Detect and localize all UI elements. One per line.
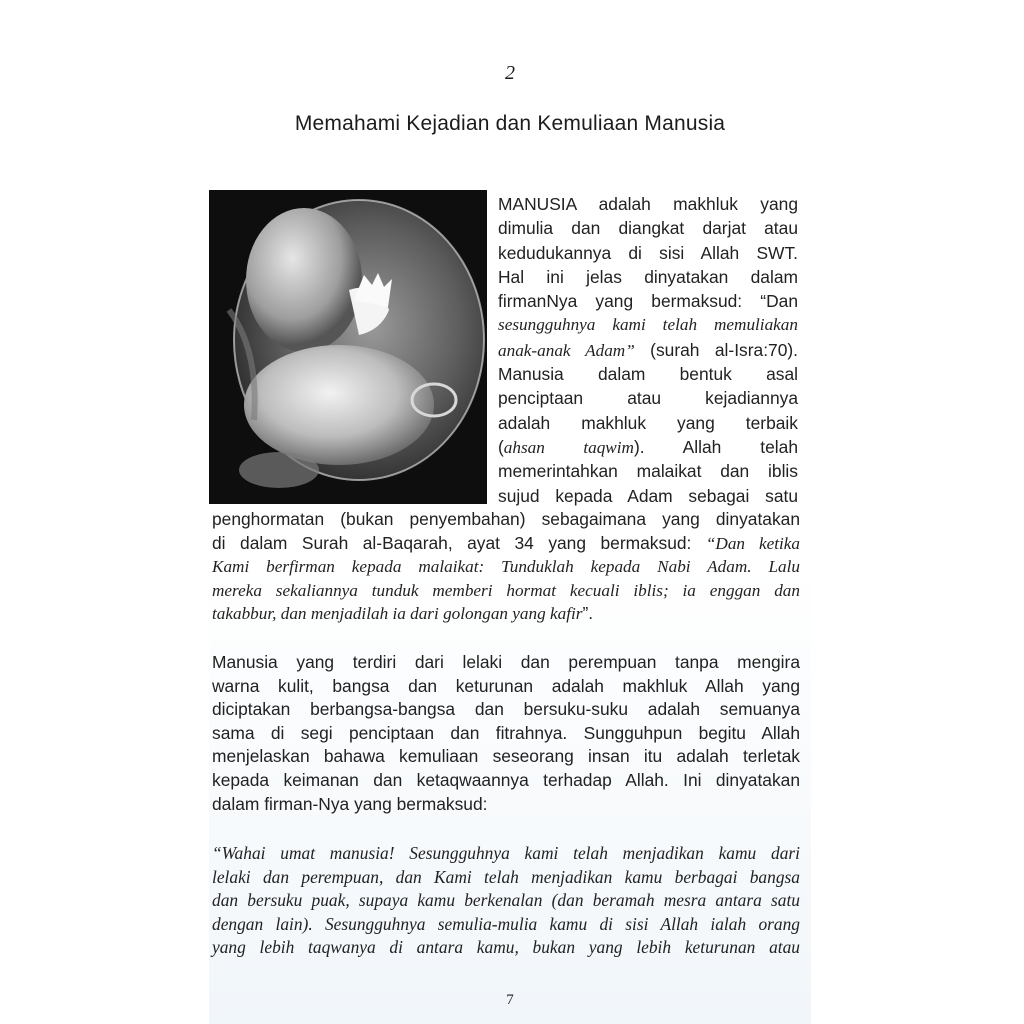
text-line: penghormatan (bukan penyembahan) sebagaimana yang dinyatakan xyxy=(212,509,800,529)
text-line: warna kulit, bangsa dan keturunan adalah makhluk Allah yang xyxy=(212,675,800,696)
paragraph-2 xyxy=(212,651,800,816)
text-line: dengan lain). Sesungguhnya semulia-mulia kamu di sisi Allah ialah orang xyxy=(212,913,800,934)
text-line: kepada keimanan dan ketaqwaannya terhadap Allah. Ini dinyatakan xyxy=(212,769,800,790)
text-line: dan bersuku puak, supaya kamu berkenalan (dan beramah mesra antara satu xyxy=(212,890,800,911)
text-line xyxy=(498,338,798,362)
text-line xyxy=(212,532,800,556)
italic-text: anak-anak Adam” xyxy=(498,340,635,360)
text-line: firmanNya yang bermaksud: “Dan xyxy=(498,291,798,312)
text-line: sama di segi penciptaan dan fitrahnya. Sungguhpun begitu Allah xyxy=(212,722,800,743)
text-line: kedudukannya di sisi Allah SWT. xyxy=(498,242,798,263)
text-segment: di dalam Surah al-Baqarah, ayat 34 yang bermaksud: xyxy=(212,532,706,553)
text-line: dalam firman-Nya yang bermaksud: xyxy=(212,793,488,814)
text-line: penciptaan atau kejadiannya xyxy=(498,388,798,409)
text-segment: ). Allah telah xyxy=(633,436,798,457)
text-line: diciptakan berbangsa-bangsa dan bersuku-suku adalah semuanya xyxy=(212,699,800,720)
page-number: 7 xyxy=(506,992,514,1008)
text-line: sujud kepada Adam sebagai satu xyxy=(498,485,798,506)
wrap-text-block xyxy=(498,192,798,508)
chapter-number: 2 xyxy=(505,62,515,84)
paragraph-1 xyxy=(212,508,800,626)
text-line: menjelaskan bahawa kemuliaan seseorang insan itu adalah terletak xyxy=(212,746,800,767)
text-line xyxy=(212,602,800,626)
italic-text: ahsan taqwim xyxy=(503,437,634,457)
text-line: MANUSIA adalah makhluk yang xyxy=(498,194,798,214)
text-line xyxy=(498,435,798,459)
fetus-illustration xyxy=(209,190,487,504)
text-line: mereka sekaliannya tunduk memberi hormat kecuali iblis; ia enggan dan xyxy=(212,580,800,600)
text-line: Manusia dalam bentuk asal xyxy=(498,364,798,385)
text-line: adalah makhluk yang terbaik xyxy=(498,412,798,433)
text-line: sesungguhnya kami telah memuliakan xyxy=(498,315,798,335)
text-segment: ”. xyxy=(582,603,594,624)
text-line: yang lebih taqwanya di antara kamu, bukan yang lebih keturunan atau xyxy=(212,937,800,958)
text-segment: (surah al-Isra:70). xyxy=(634,339,798,360)
text-line: Hal ini jelas dinyatakan dalam xyxy=(498,266,798,287)
chapter-title: Memahami Kejadian dan Kemuliaan Manusia xyxy=(294,112,726,135)
text-segment: ( xyxy=(498,436,504,457)
fetus-photo-icon xyxy=(209,190,487,504)
paragraph-3-quote xyxy=(212,842,800,960)
text-line: “Wahai umat manusia! Sesungguhnya kami telah menjadikan kamu dari xyxy=(212,843,800,863)
book-page xyxy=(209,0,811,1024)
italic-text: “Dan ketika xyxy=(705,533,800,553)
italic-text: takabbur, dan menjadilah ia dari golongan yang kafir xyxy=(212,604,583,624)
text-line: dimulia dan diangkat darjat atau xyxy=(498,218,798,239)
text-line: Manusia yang terdiri dari lelaki dan perempuan tanpa mengira xyxy=(212,652,800,672)
text-line: lelaki dan perempuan, dan Kami telah menjadikan kamu berbagai bangsa xyxy=(212,866,800,887)
text-line: memerintahkan malaikat dan iblis xyxy=(498,461,798,482)
text-line: Kami berfirman kepada malaikat: Tunduklah kepada Nabi Adam. Lalu xyxy=(212,557,800,577)
